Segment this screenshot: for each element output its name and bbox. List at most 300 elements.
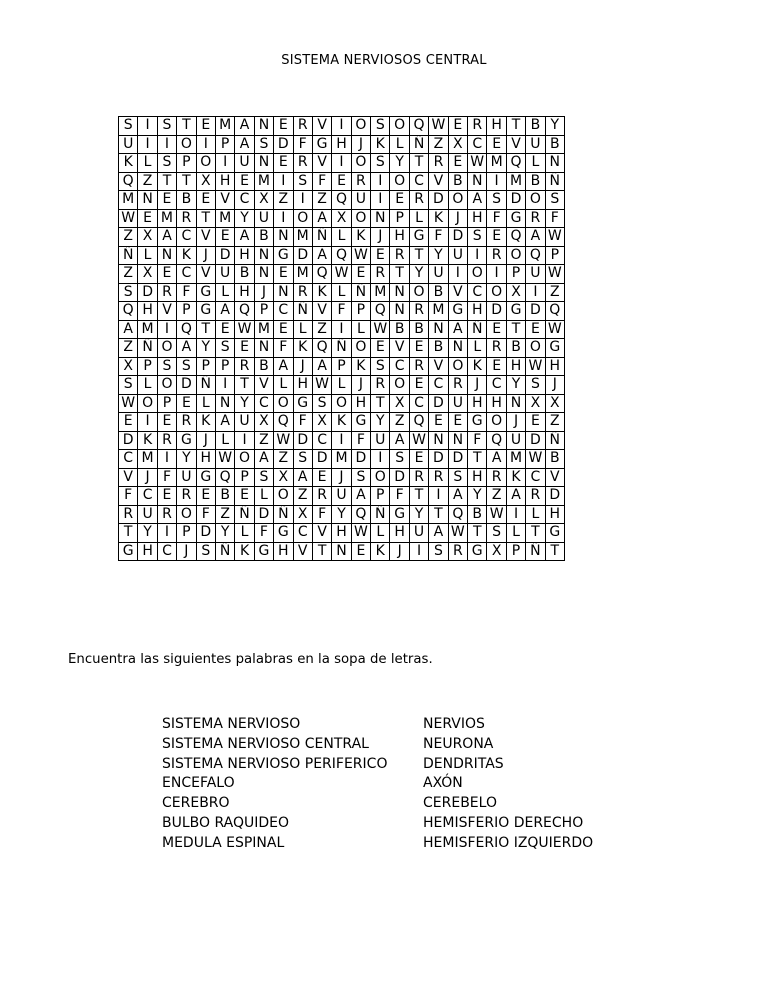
grid-cell: I <box>157 320 176 339</box>
grid-cell: X <box>487 542 506 561</box>
grid-cell: P <box>157 394 176 413</box>
grid-cell: E <box>409 450 428 469</box>
grid-cell: B <box>545 135 564 154</box>
grid-cell: N <box>254 265 273 284</box>
grid-cell: Ñ <box>468 320 487 339</box>
grid-cell: G <box>254 542 273 561</box>
grid-cell: G <box>468 542 487 561</box>
grid-cell: Z <box>274 450 293 469</box>
grid-cell: W <box>409 431 428 450</box>
grid-row <box>119 542 565 561</box>
grid-cell: H <box>138 302 157 321</box>
grid-cell: Z <box>312 320 331 339</box>
grid-cell: U <box>448 246 467 265</box>
word-list-item: CEREBELO <box>423 795 497 812</box>
grid-cell: C <box>526 468 545 487</box>
grid-cell: Y <box>138 524 157 543</box>
grid-cell: L <box>526 154 545 173</box>
grid-cell: Q <box>119 302 138 321</box>
grid-cell: O <box>196 154 215 173</box>
grid-cell: D <box>312 450 331 469</box>
grid-cell: N <box>274 283 293 302</box>
grid-cell: S <box>293 450 312 469</box>
grid-cell: D <box>526 302 545 321</box>
grid-cell: E <box>235 172 254 191</box>
grid-cell: D <box>293 246 312 265</box>
grid-cell: K <box>371 542 390 561</box>
grid-row <box>119 320 565 339</box>
grid-cell: N <box>254 154 273 173</box>
grid-cell: F <box>157 468 176 487</box>
grid-cell: Ñ <box>545 431 564 450</box>
grid-cell: D <box>293 431 312 450</box>
grid-cell: C <box>157 542 176 561</box>
grid-cell: S <box>487 191 506 210</box>
grid-cell: H <box>235 246 254 265</box>
grid-cell: Z <box>545 413 564 432</box>
grid-cell: Ñ <box>371 505 390 524</box>
grid-cell: Q <box>487 431 506 450</box>
grid-cell: R <box>312 487 331 506</box>
grid-cell: Ñ <box>351 283 370 302</box>
grid-cell: T <box>390 265 409 284</box>
grid-cell: O <box>351 117 370 136</box>
grid-cell: N <box>506 394 525 413</box>
grid-cell: E <box>235 487 254 506</box>
grid-cell: E <box>196 191 215 210</box>
grid-cell: D <box>390 468 409 487</box>
grid-cell: F <box>545 209 564 228</box>
grid-cell: A <box>215 302 234 321</box>
grid-cell: I <box>371 172 390 191</box>
grid-cell: S <box>119 283 138 302</box>
grid-cell: X <box>138 228 157 247</box>
grid-cell: V <box>545 468 564 487</box>
grid-cell: D <box>196 524 215 543</box>
grid-cell: B <box>526 172 545 191</box>
grid-cell: I <box>487 172 506 191</box>
grid-cell: A <box>448 320 467 339</box>
grid-cell: O <box>526 339 545 358</box>
grid-cell: O <box>448 357 467 376</box>
grid-cell: T <box>545 542 564 561</box>
grid-cell: K <box>351 228 370 247</box>
grid-cell: S <box>448 468 467 487</box>
grid-cell: L <box>235 524 254 543</box>
grid-cell: Y <box>409 505 428 524</box>
grid-cell: B <box>429 339 448 358</box>
grid-cell: U <box>448 394 467 413</box>
grid-cell: Q <box>526 246 545 265</box>
grid-cell: Ñ <box>312 228 331 247</box>
grid-row <box>119 172 565 191</box>
grid-cell: F <box>312 505 331 524</box>
grid-cell: A <box>293 468 312 487</box>
grid-cell: T <box>429 505 448 524</box>
grid-cell: B <box>254 357 273 376</box>
grid-cell: X <box>506 283 525 302</box>
grid-row <box>119 339 565 358</box>
grid-cell: N <box>215 394 234 413</box>
grid-cell: C <box>138 487 157 506</box>
grid-cell: P <box>235 468 254 487</box>
grid-cell: I <box>157 135 176 154</box>
grid-cell: R <box>409 191 428 210</box>
grid-cell: T <box>468 450 487 469</box>
grid-cell: I <box>215 376 234 395</box>
word-list-item: ENCEFALO <box>162 775 235 792</box>
grid-cell: F <box>177 283 196 302</box>
grid-cell: X <box>274 468 293 487</box>
grid-cell: S <box>293 172 312 191</box>
grid-cell: M <box>506 172 525 191</box>
grid-cell: P <box>215 357 234 376</box>
grid-cell: Y <box>468 487 487 506</box>
word-list-item: HEMISFERIO DERECHO <box>423 814 584 831</box>
grid-cell: S <box>429 542 448 561</box>
grid-cell: N <box>274 228 293 247</box>
grid-cell: H <box>196 450 215 469</box>
grid-cell: I <box>526 283 545 302</box>
grid-cell: W <box>215 450 234 469</box>
grid-cell: E <box>371 339 390 358</box>
grid-cell: V <box>196 228 215 247</box>
word-search-grid <box>118 116 565 561</box>
grid-cell: R <box>235 357 254 376</box>
grid-cell: L <box>138 154 157 173</box>
grid-cell: R <box>371 376 390 395</box>
grid-cell: J <box>254 283 273 302</box>
word-list-item: BULBO RAQUIDEO <box>162 814 290 831</box>
grid-cell: J <box>545 376 564 395</box>
grid-cell: I <box>409 542 428 561</box>
grid-cell: A <box>468 191 487 210</box>
grid-cell: A <box>235 135 254 154</box>
grid-row <box>119 524 565 543</box>
grid-cell: E <box>274 154 293 173</box>
grid-cell: N <box>468 172 487 191</box>
grid-cell: G <box>468 413 487 432</box>
grid-cell: X <box>254 413 273 432</box>
grid-cell: N <box>332 542 351 561</box>
grid-cell: L <box>196 394 215 413</box>
grid-cell: P <box>506 265 525 284</box>
grid-cell: Q <box>545 302 564 321</box>
grid-cell: D <box>274 135 293 154</box>
grid-cell: O <box>506 246 525 265</box>
grid-cell: K <box>177 246 196 265</box>
grid-cell: U <box>409 524 428 543</box>
grid-cell: Q <box>506 228 525 247</box>
grid-cell: U <box>235 154 254 173</box>
grid-cell: S <box>254 468 273 487</box>
grid-cell: U <box>371 431 390 450</box>
grid-cell: P <box>215 135 234 154</box>
grid-cell: M <box>254 320 273 339</box>
grid-row <box>119 302 565 321</box>
grid-cell: C <box>312 431 331 450</box>
word-list-item: AXÓN <box>423 775 463 792</box>
grid-cell: B <box>390 320 409 339</box>
grid-cell: T <box>506 320 525 339</box>
grid-cell: B <box>215 487 234 506</box>
grid-cell: I <box>235 431 254 450</box>
grid-cell: S <box>351 468 370 487</box>
grid-row <box>119 246 565 265</box>
grid-cell: C <box>409 394 428 413</box>
grid-cell: E <box>526 320 545 339</box>
grid-cell: S <box>157 154 176 173</box>
grid-cell: W <box>487 505 506 524</box>
grid-cell: L <box>332 228 351 247</box>
grid-cell: R <box>409 302 428 321</box>
grid-cell: P <box>138 357 157 376</box>
grid-cell: C <box>409 172 428 191</box>
grid-cell: P <box>332 357 351 376</box>
grid-cell: E <box>177 394 196 413</box>
grid-cell: G <box>274 246 293 265</box>
grid-cell: I <box>332 320 351 339</box>
grid-cell: L <box>526 505 545 524</box>
grid-cell: G <box>390 505 409 524</box>
grid-cell: W <box>119 394 138 413</box>
grid-cell: T <box>235 376 254 395</box>
grid-cell: E <box>274 320 293 339</box>
grid-cell: Z <box>119 228 138 247</box>
grid-cell: W <box>545 265 564 284</box>
grid-row <box>119 357 565 376</box>
grid-cell: W <box>371 320 390 339</box>
grid-cell: H <box>235 283 254 302</box>
grid-cell: J <box>390 542 409 561</box>
grid-cell: F <box>332 302 351 321</box>
grid-cell: O <box>157 339 176 358</box>
grid-cell: L <box>138 246 157 265</box>
grid-cell: W <box>119 209 138 228</box>
grid-cell: G <box>545 524 564 543</box>
grid-cell: N <box>429 431 448 450</box>
grid-cell: Q <box>448 505 467 524</box>
grid-cell: I <box>138 135 157 154</box>
grid-cell: O <box>487 283 506 302</box>
grid-cell: C <box>235 191 254 210</box>
grid-cell: O <box>235 450 254 469</box>
grid-cell: I <box>274 172 293 191</box>
grid-cell: I <box>371 191 390 210</box>
grid-cell: V <box>312 524 331 543</box>
grid-cell: G <box>196 302 215 321</box>
grid-cell: Y <box>545 117 564 136</box>
grid-cell: H <box>332 135 351 154</box>
page-title: SISTEMA NERVIOSOS CENTRAL <box>281 53 487 68</box>
grid-cell: D <box>429 394 448 413</box>
grid-cell: Q <box>332 191 351 210</box>
grid-cell: I <box>215 154 234 173</box>
grid-cell: N <box>138 191 157 210</box>
grid-cell: G <box>448 302 467 321</box>
grid-cell: F <box>312 172 331 191</box>
grid-cell: K <box>351 357 370 376</box>
grid-cell: D <box>254 505 273 524</box>
grid-cell: H <box>293 376 312 395</box>
grid-cell: S <box>119 117 138 136</box>
grid-cell: L <box>371 524 390 543</box>
grid-cell: T <box>409 246 428 265</box>
grid-cell: X <box>312 413 331 432</box>
grid-cell: Z <box>254 431 273 450</box>
grid-cell: O <box>371 468 390 487</box>
grid-cell: O <box>390 376 409 395</box>
grid-cell: C <box>274 302 293 321</box>
grid-row <box>119 154 565 173</box>
grid-cell: L <box>215 431 234 450</box>
grid-cell: O <box>274 394 293 413</box>
grid-cell: H <box>487 117 506 136</box>
grid-cell: Z <box>215 505 234 524</box>
grid-cell: A <box>235 117 254 136</box>
grid-cell: A <box>351 487 370 506</box>
grid-cell: D <box>351 450 370 469</box>
grid-cell: X <box>254 191 273 210</box>
grid-cell: S <box>196 542 215 561</box>
grid-cell: U <box>215 265 234 284</box>
grid-cell: M <box>487 154 506 173</box>
grid-row <box>119 209 565 228</box>
grid-cell: G <box>409 228 428 247</box>
grid-cell: V <box>506 135 525 154</box>
grid-cell: G <box>177 431 196 450</box>
grid-cell: P <box>196 357 215 376</box>
grid-cell: Z <box>119 339 138 358</box>
grid-row <box>119 468 565 487</box>
grid-cell: E <box>351 542 370 561</box>
grid-cell: Y <box>506 376 525 395</box>
grid-cell: S <box>371 357 390 376</box>
grid-cell: Ñ <box>235 505 254 524</box>
grid-cell: R <box>448 542 467 561</box>
grid-cell: S <box>119 376 138 395</box>
grid-cell: P <box>177 302 196 321</box>
grid-cell: W <box>448 524 467 543</box>
grid-cell: C <box>177 228 196 247</box>
grid-cell: B <box>254 228 273 247</box>
grid-cell: Y <box>332 505 351 524</box>
grid-cell: D <box>119 431 138 450</box>
grid-cell: L <box>138 376 157 395</box>
grid-cell: K <box>468 357 487 376</box>
grid-cell: Ñ <box>119 246 138 265</box>
grid-cell: U <box>429 265 448 284</box>
grid-cell: F <box>196 505 215 524</box>
grid-cell: H <box>351 394 370 413</box>
grid-cell: T <box>371 394 390 413</box>
grid-cell: H <box>468 468 487 487</box>
grid-cell: V <box>312 302 331 321</box>
grid-cell: N <box>390 302 409 321</box>
grid-cell: A <box>177 339 196 358</box>
grid-cell: C <box>468 135 487 154</box>
grid-cell: I <box>448 265 467 284</box>
grid-cell: T <box>196 320 215 339</box>
grid-cell: Y <box>235 394 254 413</box>
grid-cell: E <box>274 117 293 136</box>
grid-cell: Ñ <box>526 542 545 561</box>
grid-cell: F <box>487 209 506 228</box>
grid-cell: E <box>390 191 409 210</box>
grid-row <box>119 117 565 136</box>
grid-cell: I <box>332 431 351 450</box>
grid-cell: P <box>390 209 409 228</box>
grid-cell: Q <box>332 246 351 265</box>
grid-cell: E <box>448 154 467 173</box>
grid-cell: Z <box>119 265 138 284</box>
grid-cell: E <box>215 228 234 247</box>
grid-cell: E <box>448 413 467 432</box>
grid-cell: I <box>371 450 390 469</box>
grid-cell: B <box>448 172 467 191</box>
grid-cell: A <box>429 524 448 543</box>
grid-cell: R <box>371 265 390 284</box>
grid-cell: D <box>177 376 196 395</box>
grid-cell: R <box>448 376 467 395</box>
grid-cell: L <box>351 320 370 339</box>
grid-cell: A <box>254 450 273 469</box>
grid-cell: C <box>293 524 312 543</box>
word-list-left <box>162 715 387 854</box>
grid-cell: U <box>526 265 545 284</box>
grid-cell: O <box>351 154 370 173</box>
grid-cell: A <box>235 228 254 247</box>
grid-cell: N <box>371 209 390 228</box>
grid-cell: K <box>235 542 254 561</box>
grid-cell: H <box>545 505 564 524</box>
grid-row <box>119 487 565 506</box>
grid-cell: W <box>351 246 370 265</box>
grid-cell: D <box>429 191 448 210</box>
grid-cell: B <box>409 320 428 339</box>
grid-cell: C <box>429 376 448 395</box>
grid-cell: W <box>526 450 545 469</box>
grid-cell: L <box>215 283 234 302</box>
grid-cell: R <box>487 246 506 265</box>
grid-cell: L <box>468 339 487 358</box>
grid-cell: I <box>468 246 487 265</box>
grid-cell: M <box>506 450 525 469</box>
grid-cell: S <box>157 357 176 376</box>
grid-cell: C <box>487 376 506 395</box>
grid-cell: Q <box>351 505 370 524</box>
grid-cell: G <box>506 302 525 321</box>
grid-cell: K <box>332 413 351 432</box>
grid-cell: J <box>448 209 467 228</box>
grid-cell: E <box>487 135 506 154</box>
grid-cell: R <box>487 339 506 358</box>
grid-cell: V <box>215 191 234 210</box>
grid-cell: F <box>254 524 273 543</box>
grid-cell: F <box>119 487 138 506</box>
grid-cell: V <box>429 357 448 376</box>
grid-cell: T <box>409 487 428 506</box>
grid-cell: E <box>215 320 234 339</box>
grid-cell: O <box>468 265 487 284</box>
grid-cell: W <box>312 376 331 395</box>
grid-cell: O <box>390 172 409 191</box>
grid-cell: L <box>332 376 351 395</box>
grid-cell: Y <box>390 154 409 173</box>
grid-cell: B <box>235 265 254 284</box>
grid-cell: Ñ <box>545 172 564 191</box>
grid-cell: E <box>119 413 138 432</box>
